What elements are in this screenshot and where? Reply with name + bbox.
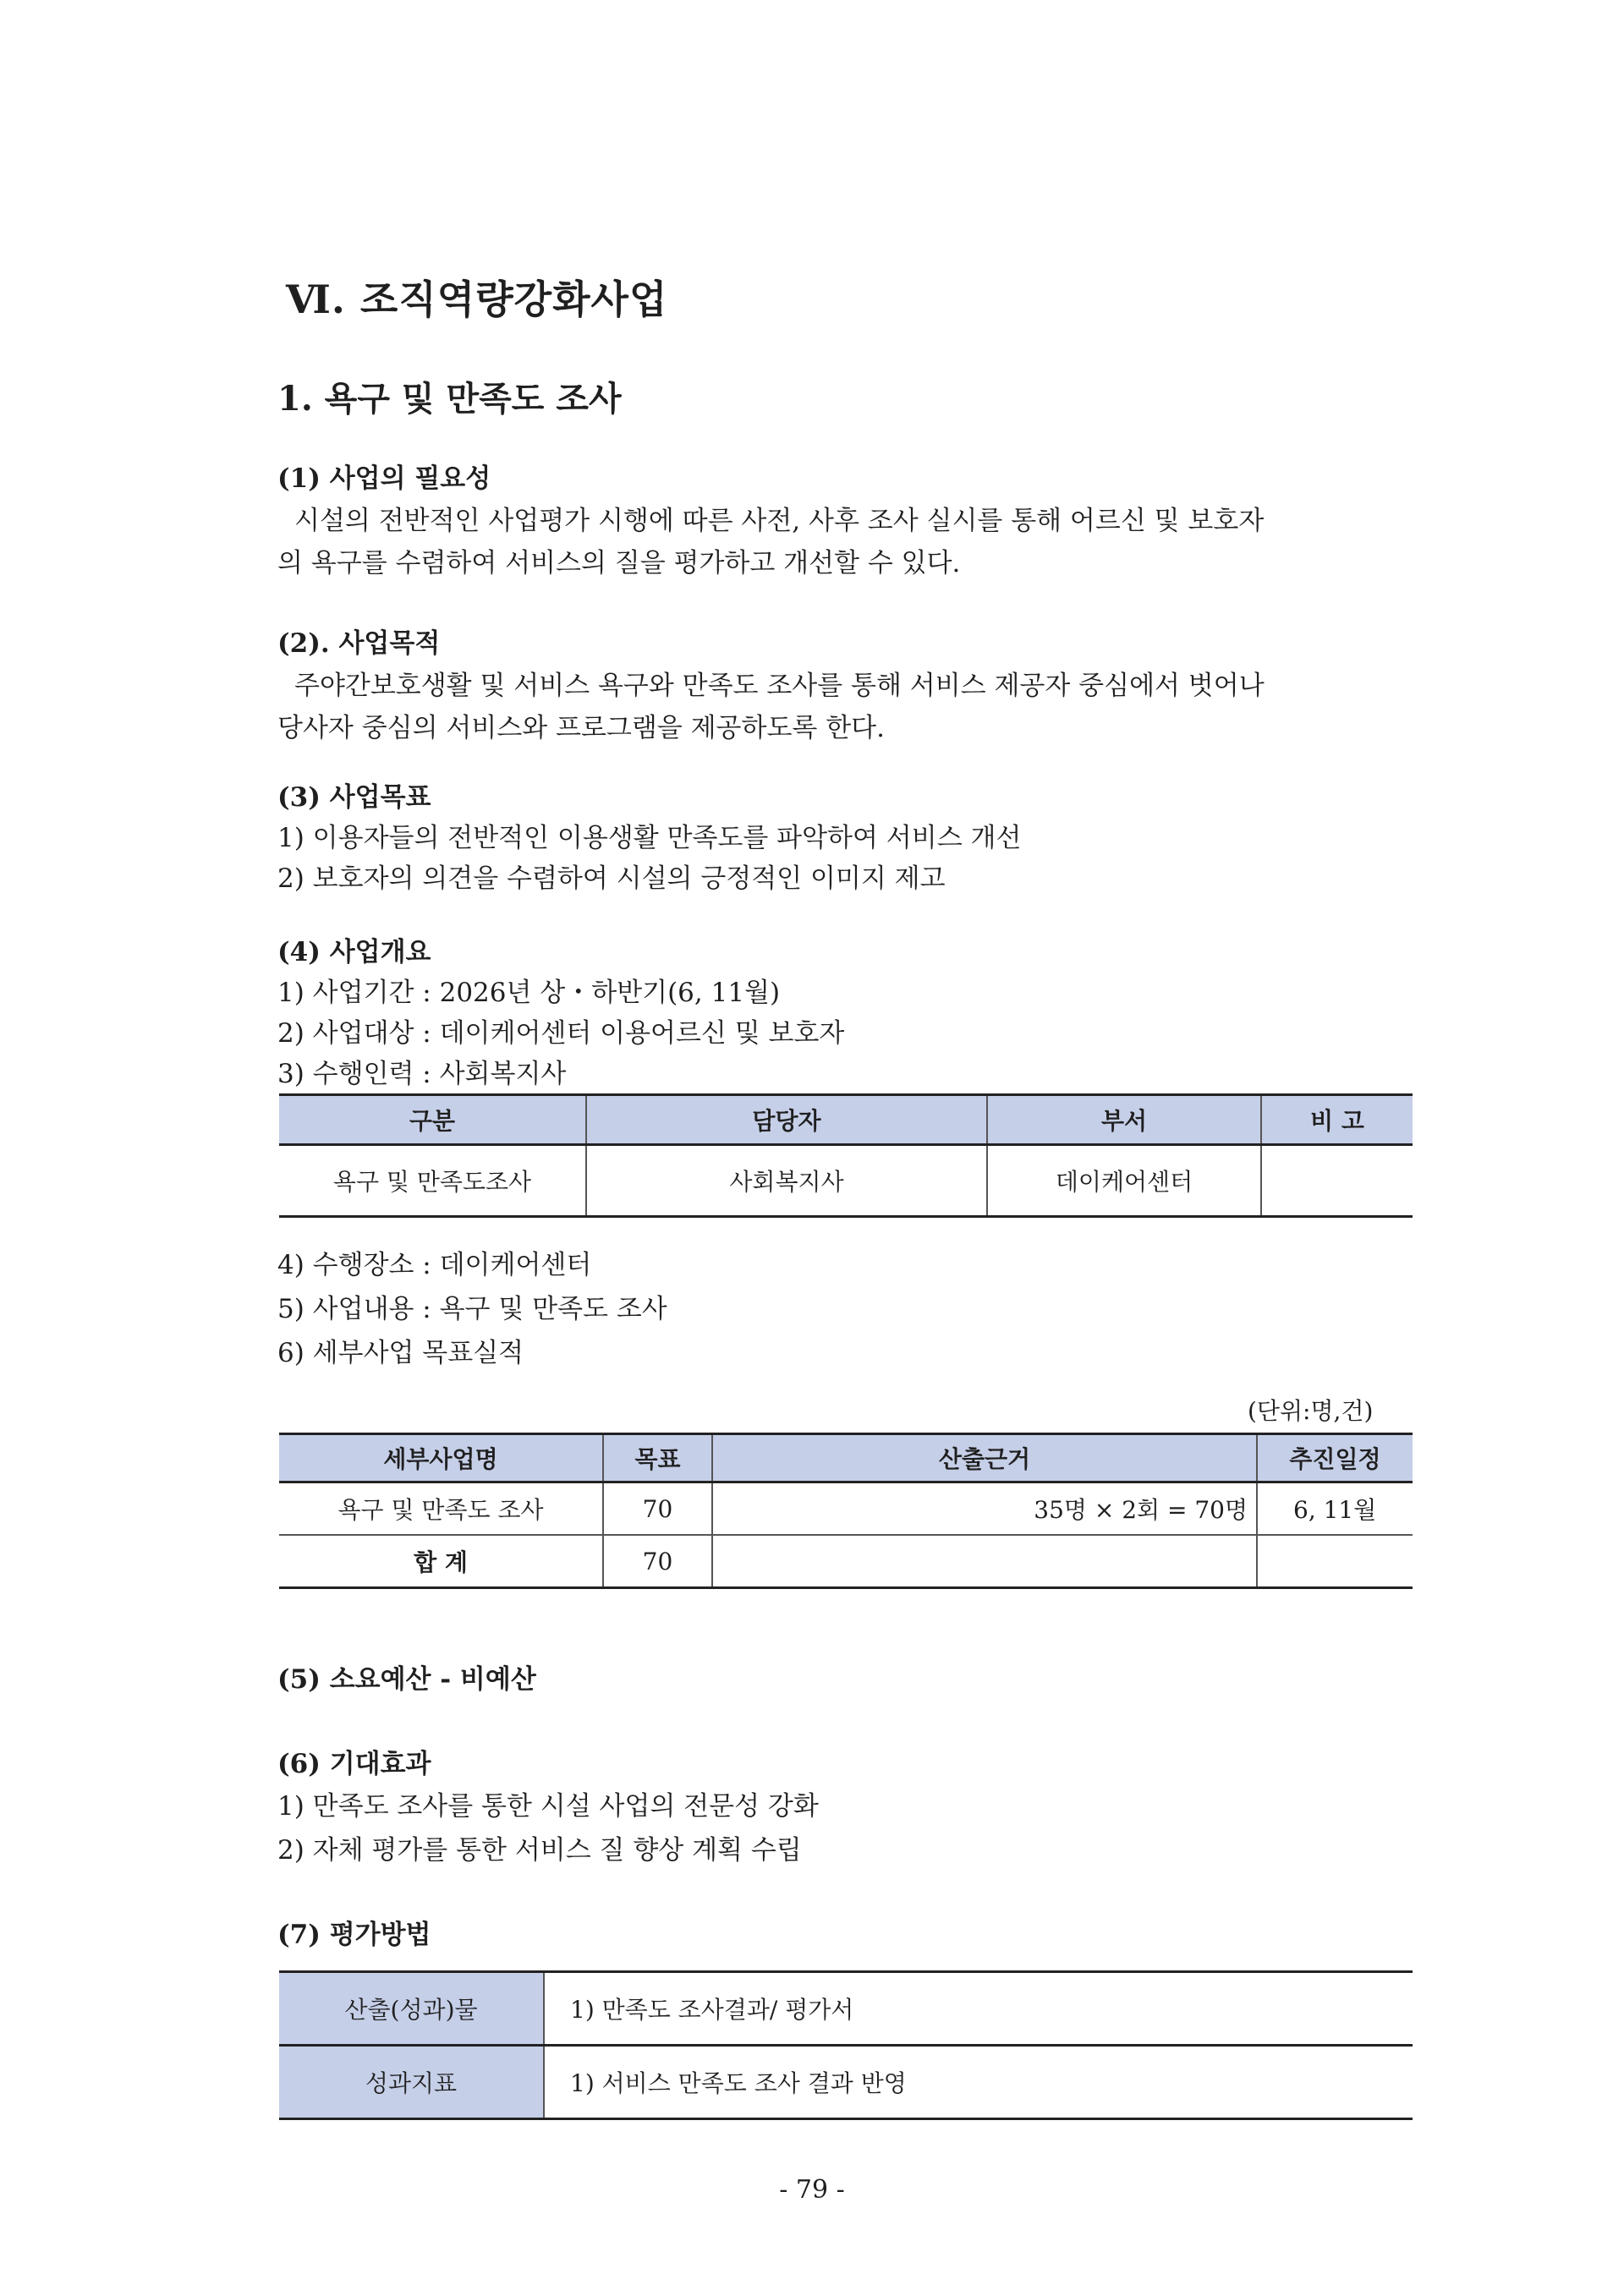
overview-item-3: 3) 수행인력 : 사회복지사 xyxy=(277,1059,567,1089)
col-header-project-name: 세부사업명 xyxy=(279,1434,603,1482)
eval-label-indicator: 성과지표 xyxy=(279,2046,544,2119)
chapter-title: Ⅵ. 조직역량강화사업 xyxy=(286,277,668,322)
effects-heading: (6) 기대효과 xyxy=(277,1749,431,1779)
cell-note xyxy=(1261,1145,1413,1217)
cell-basis: 35명 × 2회 = 70명 xyxy=(712,1482,1257,1536)
table-row xyxy=(279,1972,1413,2046)
necessity-heading: (1) 사업의 필요성 xyxy=(277,463,491,494)
col-header-category: 구분 xyxy=(279,1095,586,1145)
cell-schedule: 6, 11월 xyxy=(1257,1482,1413,1536)
eval-label-output: 산출(성과)물 xyxy=(279,1972,544,2046)
page-number: - 79 - xyxy=(779,2175,845,2205)
budget-heading: (5) 소요예산 - 비예산 xyxy=(277,1664,536,1695)
purpose-line-2: 당사자 중심의 서비스와 프로그램을 제공하도록 한다. xyxy=(277,713,885,743)
staff-table xyxy=(279,1093,1413,1218)
overview-item-4: 4) 수행장소 : 데이케어센터 xyxy=(277,1250,592,1280)
effects-item-1: 1) 만족도 조사를 통한 시설 사업의 전문성 강화 xyxy=(277,1791,819,1822)
necessity-line-1: 시설의 전반적인 사업평가 시행에 따른 사전, 사후 조사 실시를 통해 어르신 및 보호자 xyxy=(294,506,1265,536)
overview-item-1: 1) 사업기간 : 2026년 상・하반기(6, 11월) xyxy=(277,978,781,1008)
evaluation-heading: (7) 평가방법 xyxy=(277,1920,431,1950)
effects-item-2: 2) 자체 평가를 통한 서비스 질 향상 계획 수립 xyxy=(277,1835,802,1866)
table-row xyxy=(279,1145,1413,1217)
table-header-row xyxy=(279,1434,1413,1482)
cell-project-name: 욕구 및 만족도 조사 xyxy=(279,1482,603,1536)
purpose-heading: (2). 사업목적 xyxy=(277,628,441,659)
target-table xyxy=(279,1433,1413,1589)
overview-item-5: 5) 사업내용 : 욕구 및 만족도 조사 xyxy=(277,1294,667,1324)
table-row xyxy=(279,1482,1413,1536)
table-header-row xyxy=(279,1095,1413,1145)
overview-item-6: 6) 세부사업 목표실적 xyxy=(277,1338,524,1368)
cell-department: 데이케어센터 xyxy=(987,1145,1261,1217)
cell-category: 욕구 및 만족도조사 xyxy=(279,1145,586,1217)
overview-item-2: 2) 사업대상 : 데이케어센터 이용어르신 및 보호자 xyxy=(277,1018,845,1049)
cell-total-basis xyxy=(712,1535,1257,1588)
col-header-note: 비 고 xyxy=(1261,1095,1413,1145)
eval-value-indicator: 1) 서비스 만족도 조사 결과 반영 xyxy=(544,2046,1413,2119)
col-header-manager: 담당자 xyxy=(586,1095,987,1145)
cell-manager: 사회복지사 xyxy=(586,1145,987,1217)
table-total-row xyxy=(279,1535,1413,1588)
table-row xyxy=(279,2046,1413,2119)
cell-total-schedule xyxy=(1257,1535,1413,1588)
eval-value-output: 1) 만족도 조사결과/ 평가서 xyxy=(544,1972,1413,2046)
goals-heading: (3) 사업목표 xyxy=(277,782,431,813)
section-title: 1. 욕구 및 만족도 조사 xyxy=(277,379,622,419)
cell-target: 70 xyxy=(603,1482,712,1536)
col-header-schedule: 추진일정 xyxy=(1257,1434,1413,1482)
col-header-department: 부서 xyxy=(987,1095,1261,1145)
col-header-basis: 산출근거 xyxy=(712,1434,1257,1482)
evaluation-table xyxy=(279,1970,1413,2120)
overview-heading: (4) 사업개요 xyxy=(277,937,431,967)
purpose-line-1: 주야간보호생활 및 서비스 욕구와 만족도 조사를 통해 서비스 제공자 중심에서 벗어나 xyxy=(294,671,1265,701)
col-header-target: 목표 xyxy=(603,1434,712,1482)
cell-total-target: 70 xyxy=(603,1535,712,1588)
cell-total-label: 합 계 xyxy=(279,1535,603,1588)
goals-item-2: 2) 보호자의 의견을 수렴하여 시설의 긍정적인 이미지 제고 xyxy=(277,863,946,894)
unit-label: (단위:명,건) xyxy=(1248,1397,1374,1425)
goals-item-1: 1) 이용자들의 전반적인 이용생활 만족도를 파악하여 서비스 개선 xyxy=(277,823,1022,853)
necessity-line-2: 의 욕구를 수렴하여 서비스의 질을 평가하고 개선할 수 있다. xyxy=(277,548,961,578)
